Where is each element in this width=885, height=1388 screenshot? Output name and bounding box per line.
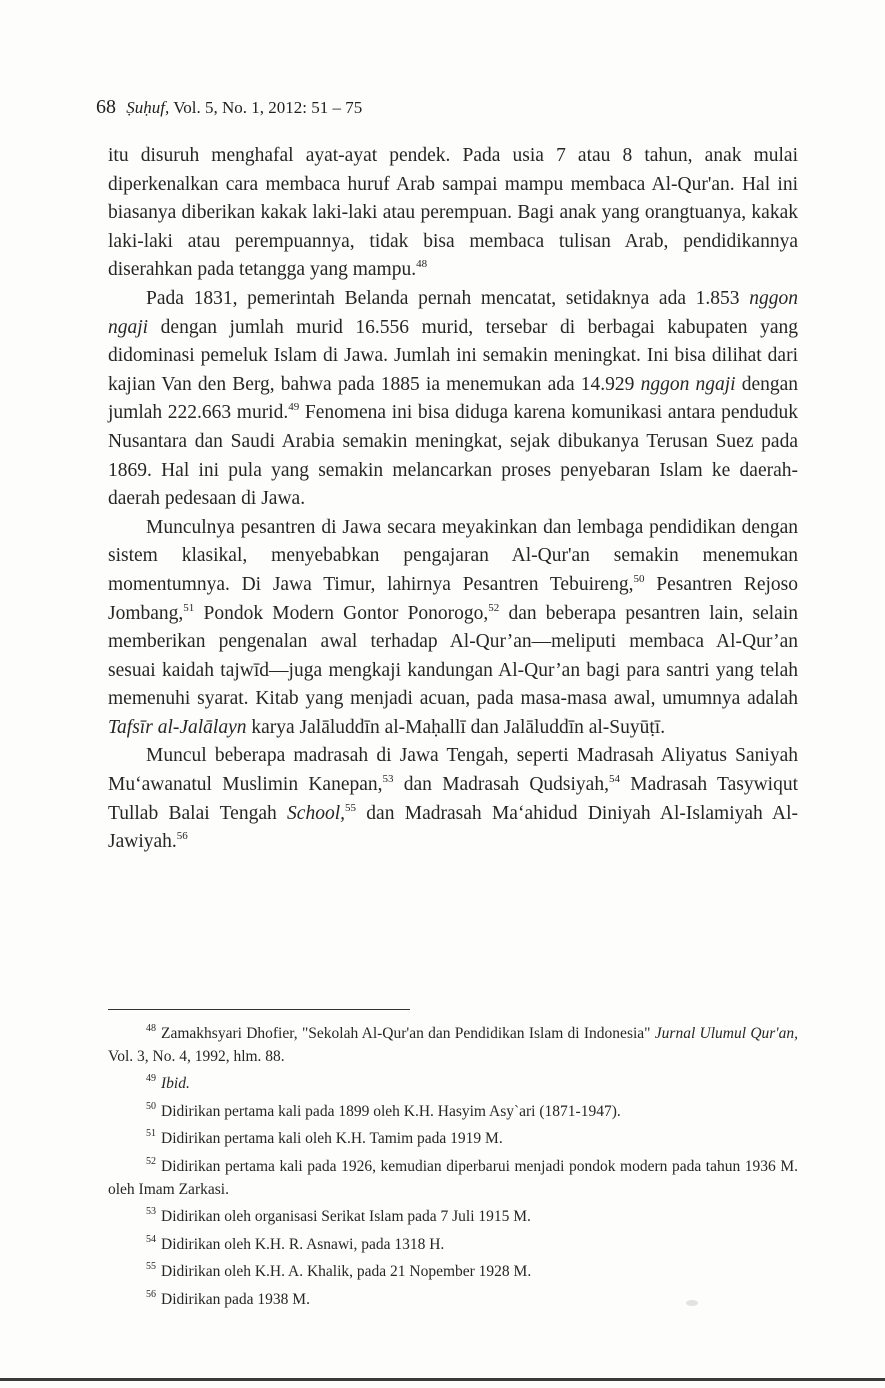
paragraph-text: dan Madrasah Qudsiyah, bbox=[393, 774, 609, 796]
paragraph-text: Pesantren Rejoso Jombang, bbox=[108, 573, 798, 624]
footnote-text: Didirikan pertama kali oleh K.H. Tamim pada 1919 M. bbox=[161, 1130, 503, 1148]
journal-citation: Vol. 5, No. 1, 2012: 51 – 75 bbox=[173, 98, 363, 117]
footnote-text: Vol. 3, No. 4, 1992, hlm. 88. bbox=[108, 1047, 285, 1065]
footnote-number: 52 bbox=[146, 1155, 156, 1167]
footnote-ref: 48 bbox=[416, 258, 428, 271]
footnote-51 bbox=[108, 1123, 798, 1151]
italic-term: School, bbox=[287, 802, 345, 824]
italic-term: nggon ngaji bbox=[108, 287, 798, 338]
scan-smudge bbox=[686, 1300, 698, 1306]
footnote-56 bbox=[108, 1284, 798, 1312]
italic-term: nggon ngaji bbox=[640, 373, 736, 395]
scan-bottom-edge bbox=[0, 1378, 885, 1381]
footnote-number: 48 bbox=[146, 1023, 156, 1034]
footnote-ref: 50 bbox=[633, 572, 645, 585]
footnote-53 bbox=[108, 1201, 798, 1229]
paragraph-text: dengan jumlah 222.663 murid. bbox=[108, 373, 799, 424]
footnote-number: 49 bbox=[146, 1073, 156, 1085]
paragraph-2 bbox=[108, 285, 798, 514]
footnote-ref: 51 bbox=[183, 601, 195, 614]
footnote-number: 51 bbox=[146, 1128, 156, 1140]
footnote-ref: 54 bbox=[608, 772, 620, 785]
paragraph-text: Muncul beberapa madrasah di Jawa Tengah, seperti Madrasah Aliyatus Saniyah Mu‘awanatul Muslimin Kanepan, bbox=[108, 745, 798, 796]
footnote-52 bbox=[108, 1151, 798, 1201]
main-text bbox=[108, 142, 798, 857]
footnote-49 bbox=[108, 1068, 798, 1096]
footnote-text: Zamakhsyari Dhofier, "Sekolah Al-Qur'an dan Pendidikan Islam di Indonesia" bbox=[161, 1025, 655, 1042]
paragraph-text: Pada 1831, pemerintah Belanda pernah mencatat, setidaknya ada 1.853 bbox=[146, 287, 750, 309]
footnote-text: Didirikan oleh organisasi Serikat Islam pada 7 Juli 1915 M. bbox=[161, 1208, 531, 1226]
footnote-ref: 52 bbox=[488, 601, 500, 614]
paragraph-1 bbox=[108, 142, 798, 285]
footnote-number: 55 bbox=[146, 1261, 156, 1273]
footnote-text: Didirikan pertama kali pada 1926, kemudian diperbarui menjadi pondok modern pada tahun 1936 M. oleh Imam Zarkasi. bbox=[108, 1157, 798, 1198]
journal-name: Ṣuḥuf, bbox=[126, 98, 170, 117]
footnote-separator bbox=[108, 1009, 410, 1010]
footnote-number: 50 bbox=[146, 1100, 156, 1112]
paragraph-text: Pondok Modern Gontor Ponorogo, bbox=[194, 602, 489, 624]
paragraph-text: Fenomena ini bisa diduga karena komunikasi antara penduduk Nusantara dan Saudi Arabia semakin meningkat, sejak dibukanya Terusan Suez pada 1869. Hal ini pula yang semakin melancarkan proses penyebaran Islam ke daerah-daerah pedesaan di Jawa. bbox=[108, 402, 798, 510]
page-number: 68 bbox=[96, 96, 116, 118]
footnote-number: 56 bbox=[146, 1288, 156, 1300]
paragraph-text: dan beberapa pesantren lain, selain memberikan pengenalan awal terhadap Al-Qur’an—meliputi membaca Al-Qur’an sesuai kaidah tajwīd—juga mengkaji kandungan Al-Qur’an bagi para santri yang telah memenuhi syarat. Kitab yang menjadi acuan, pada masa-masa awal, umumnya adalah bbox=[108, 602, 798, 710]
footnote-text: Didirikan oleh K.H. R. Asnawi, pada 1318 H. bbox=[161, 1235, 445, 1253]
footnotes bbox=[108, 1018, 798, 1312]
italic-book-title: Tafsīr al-Jalālayn bbox=[108, 716, 247, 738]
footnote-text: Ibid. bbox=[161, 1075, 190, 1093]
paragraph-text: Madrasah Tasywiqut Tullab Balai Tengah bbox=[108, 774, 798, 824]
paragraph-text: Munculnya pesantren di Jawa secara meyakinkan dan lembaga pendidikan dengan sistem klasikal, menyebabkan pengajaran Al-Qur'an semakin menemukan momentumnya. Di Jawa Timur, lahirnya Pesantren Tebuireng, bbox=[108, 516, 798, 595]
footnote-ref: 55 bbox=[345, 801, 356, 814]
footnote-number: 54 bbox=[146, 1233, 156, 1245]
paragraph-text: itu disuruh menghafal ayat-ayat pendek. Pada usia 7 atau 8 tahun, anak mulai diperkenalkan cara membaca huruf Arab sampai mampu membaca Al-Qur'an. Hal ini biasanya diberikan kakak laki-laki atau perempuan. Bagi anak yang orangtuanya, kakak laki-laki atau perempuannya, tidak bisa membaca tulisan Arab, pendidikannya diserahkan pada tetangga yang mampu. bbox=[108, 145, 798, 281]
footnote-ref: 53 bbox=[382, 772, 394, 785]
footnote-48 bbox=[108, 1018, 798, 1068]
paragraph-text: dengan jumlah murid 16.556 murid, tersebar di berbagai kabupaten yang didominasi pemeluk Islam di Jawa. Jumlah ini semakin meningkat. Ini bisa dilihat dari kajian Van den Berg, bahwa pada 1885 ia menemukan ada 14.929 bbox=[108, 316, 798, 395]
footnote-54 bbox=[108, 1229, 798, 1257]
running-header bbox=[96, 96, 362, 119]
paragraph-3 bbox=[108, 514, 798, 743]
footnote-text: Didirikan oleh K.H. A. Khalik, pada 21 Nopember 1928 M. bbox=[161, 1263, 532, 1281]
footnote-text: Didirikan pertama kali pada 1899 oleh K.H. Hasyim Asy`ari (1871-1947). bbox=[161, 1102, 621, 1120]
footnote-50 bbox=[108, 1096, 798, 1124]
footnote-ref: 56 bbox=[176, 830, 188, 842]
footnote-ref: 49 bbox=[288, 401, 300, 414]
footnote-journal: Jurnal Ulumul Qur'an, bbox=[654, 1025, 798, 1042]
paragraph-4 bbox=[108, 742, 798, 856]
footnote-55 bbox=[108, 1256, 798, 1284]
paragraph-text: karya Jalāluddīn al-Maḥallī dan Jalāluddīn al-Suyūṭī. bbox=[246, 716, 666, 738]
footnote-number: 53 bbox=[146, 1206, 156, 1218]
footnote-text: Didirikan pada 1938 M. bbox=[161, 1290, 310, 1308]
paragraph-text: dan Madrasah Ma‘ahidud Diniyah Al-Islamiyah Al-Jawiyah. bbox=[108, 802, 798, 853]
